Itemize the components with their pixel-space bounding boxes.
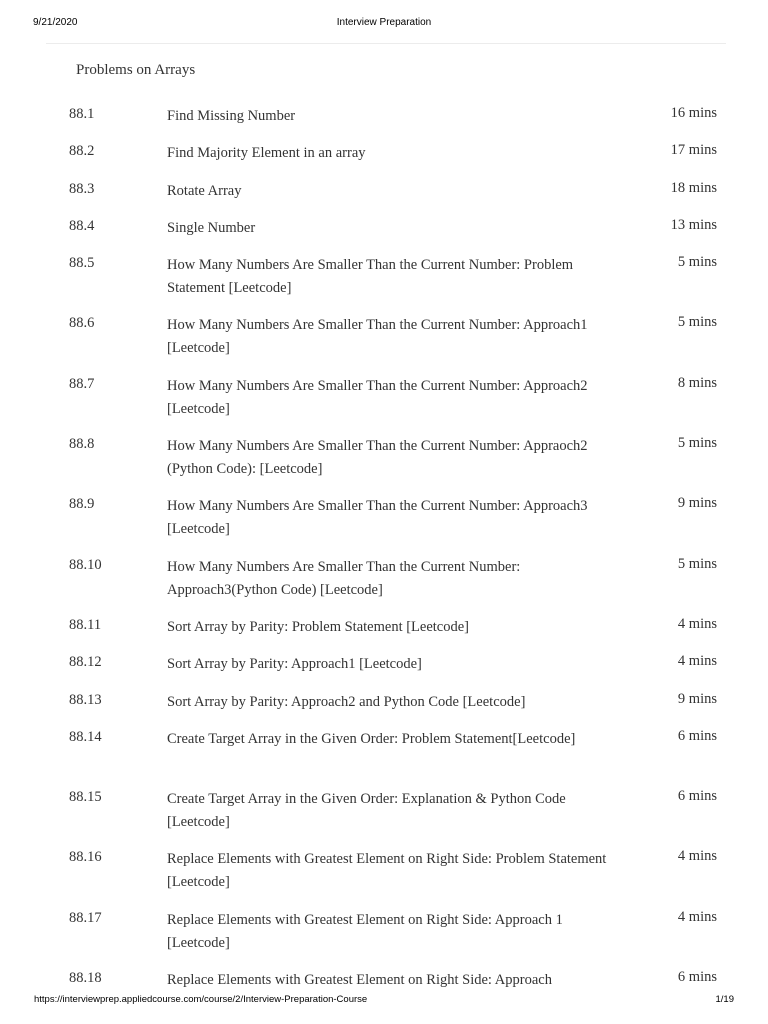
lesson-number: 88.6: [69, 315, 95, 332]
lesson-title[interactable]: How Many Numbers Are Smaller Than the Current Number: Approach3 [Leetcode]: [167, 498, 588, 538]
lesson-title[interactable]: Replace Elements with Greatest Element on Right Side: Problem Statement [Leetcode]: [167, 851, 607, 891]
lesson-row[interactable]: [0, 904, 768, 964]
lesson-number: 88.11: [69, 616, 102, 633]
lesson-duration: 6 mins: [677, 788, 717, 805]
lesson-row[interactable]: [0, 430, 768, 490]
lesson-title[interactable]: Sort Array by Parity: Approach2 and Python Code [Leetcode]: [167, 693, 526, 710]
lesson-row[interactable]: [0, 648, 768, 685]
lesson-row[interactable]: [0, 370, 768, 430]
lesson-row[interactable]: [0, 783, 768, 843]
lesson-duration: 6 mins: [677, 727, 717, 744]
print-url: https://interviewprep.appliedcourse.com/course/2/Interview-Preparation-Course: [34, 994, 368, 1005]
lesson-number: 88.18: [69, 970, 102, 987]
lesson-duration: 5 mins: [677, 555, 717, 572]
page-number: 1/19: [715, 994, 734, 1005]
lesson-title[interactable]: How Many Numbers Are Smaller Than the Current Number: Approach1 [Leetcode]: [167, 317, 588, 357]
lesson-number: 88.4: [69, 217, 95, 234]
lesson-number: 88.2: [69, 143, 95, 160]
lesson-title[interactable]: Single Number: [167, 219, 256, 236]
lesson-number: 88.15: [69, 789, 102, 806]
lesson-number: 88.1: [69, 106, 95, 122]
lesson-number: 88.16: [69, 849, 102, 866]
lesson-row[interactable]: [0, 137, 768, 174]
lesson-duration: 13 mins: [670, 216, 717, 233]
lesson-list: [0, 100, 768, 1024]
lesson-title[interactable]: How Many Numbers Are Smaller Than the Current Number: Approach2 [Leetcode]: [167, 377, 588, 417]
lesson-title[interactable]: How Many Numbers Are Smaller Than the Current Number: Problem Statement [Leetcode]: [167, 257, 574, 297]
lesson-row[interactable]: [0, 843, 768, 903]
print-header: [0, 17, 768, 31]
print-date: 9/21/2020: [33, 17, 78, 28]
section-title: Problems on Arrays: [76, 62, 196, 78]
lesson-number: 88.5: [69, 255, 95, 272]
lesson-duration: 5 mins: [677, 435, 717, 452]
lesson-title[interactable]: Create Target Array in the Given Order: Explanation & Python Code [Leetcode]: [167, 791, 566, 831]
lesson-duration: 17 mins: [670, 142, 717, 159]
lesson-row[interactable]: [0, 490, 768, 550]
lesson-title[interactable]: Replace Elements with Greatest Element on Right Side: Approach 1 [Leetcode]: [167, 911, 563, 951]
lesson-row[interactable]: [0, 175, 768, 212]
print-footer: [0, 994, 768, 1024]
lesson-number: 88.12: [69, 654, 102, 671]
lesson-title[interactable]: Create Target Array in the Given Order: Problem Statement[Leetcode]: [167, 730, 576, 747]
lesson-duration: 9 mins: [677, 690, 717, 707]
lesson-title[interactable]: Sort Array by Parity: Approach1 [Leetcode]: [167, 656, 422, 673]
lesson-number: 88.14: [69, 728, 102, 745]
lesson-title[interactable]: Sort Array by Parity: Problem Statement [Leetcode]: [167, 618, 470, 635]
lesson-number: 88.17: [69, 909, 102, 926]
lesson-row[interactable]: [0, 551, 768, 611]
lesson-row[interactable]: [0, 686, 768, 723]
lesson-duration: 4 mins: [677, 615, 717, 632]
lesson-duration: 18 mins: [670, 179, 717, 196]
lesson-row[interactable]: [0, 249, 768, 309]
lesson-duration: 8 mins: [677, 374, 717, 391]
lesson-duration: 5 mins: [677, 254, 717, 271]
lesson-title[interactable]: Rotate Array: [167, 182, 242, 199]
lesson-title[interactable]: Find Majority Element in an array: [167, 145, 366, 162]
lesson-duration: 4 mins: [677, 908, 717, 925]
lesson-duration: 9 mins: [677, 495, 717, 512]
lesson-row[interactable]: [0, 309, 768, 369]
lesson-number: 88.8: [69, 436, 95, 453]
lesson-duration: 4 mins: [677, 653, 717, 670]
lesson-number: 88.10: [69, 556, 102, 573]
lesson-number: 88.13: [69, 691, 102, 708]
lesson-title[interactable]: Replace Elements with Greatest Element on Right Side: Approach: [167, 972, 552, 989]
lesson-duration: 6 mins: [677, 969, 717, 986]
lesson-number: 88.9: [69, 496, 95, 513]
lesson-duration: 16 mins: [670, 105, 717, 121]
lesson-number: 88.3: [69, 180, 95, 197]
lesson-row[interactable]: [0, 611, 768, 648]
lesson-title[interactable]: Find Missing Number: [167, 108, 296, 124]
lesson-row[interactable]: [0, 212, 768, 249]
header-divider: [46, 43, 726, 44]
lesson-duration: 5 mins: [677, 314, 717, 331]
lesson-duration: 4 mins: [677, 848, 717, 865]
lesson-title[interactable]: How Many Numbers Are Smaller Than the Current Number: Approach3(Python Code) [Leetcode]: [167, 558, 521, 598]
lesson-title[interactable]: How Many Numbers Are Smaller Than the Current Number: Appraoch2 (Python Code): [Leetcode]: [167, 438, 588, 478]
lesson-row[interactable]: [0, 100, 768, 137]
lesson-number: 88.7: [69, 375, 95, 392]
lesson-row[interactable]: [0, 723, 768, 783]
print-page-title: Interview Preparation: [336, 17, 432, 28]
